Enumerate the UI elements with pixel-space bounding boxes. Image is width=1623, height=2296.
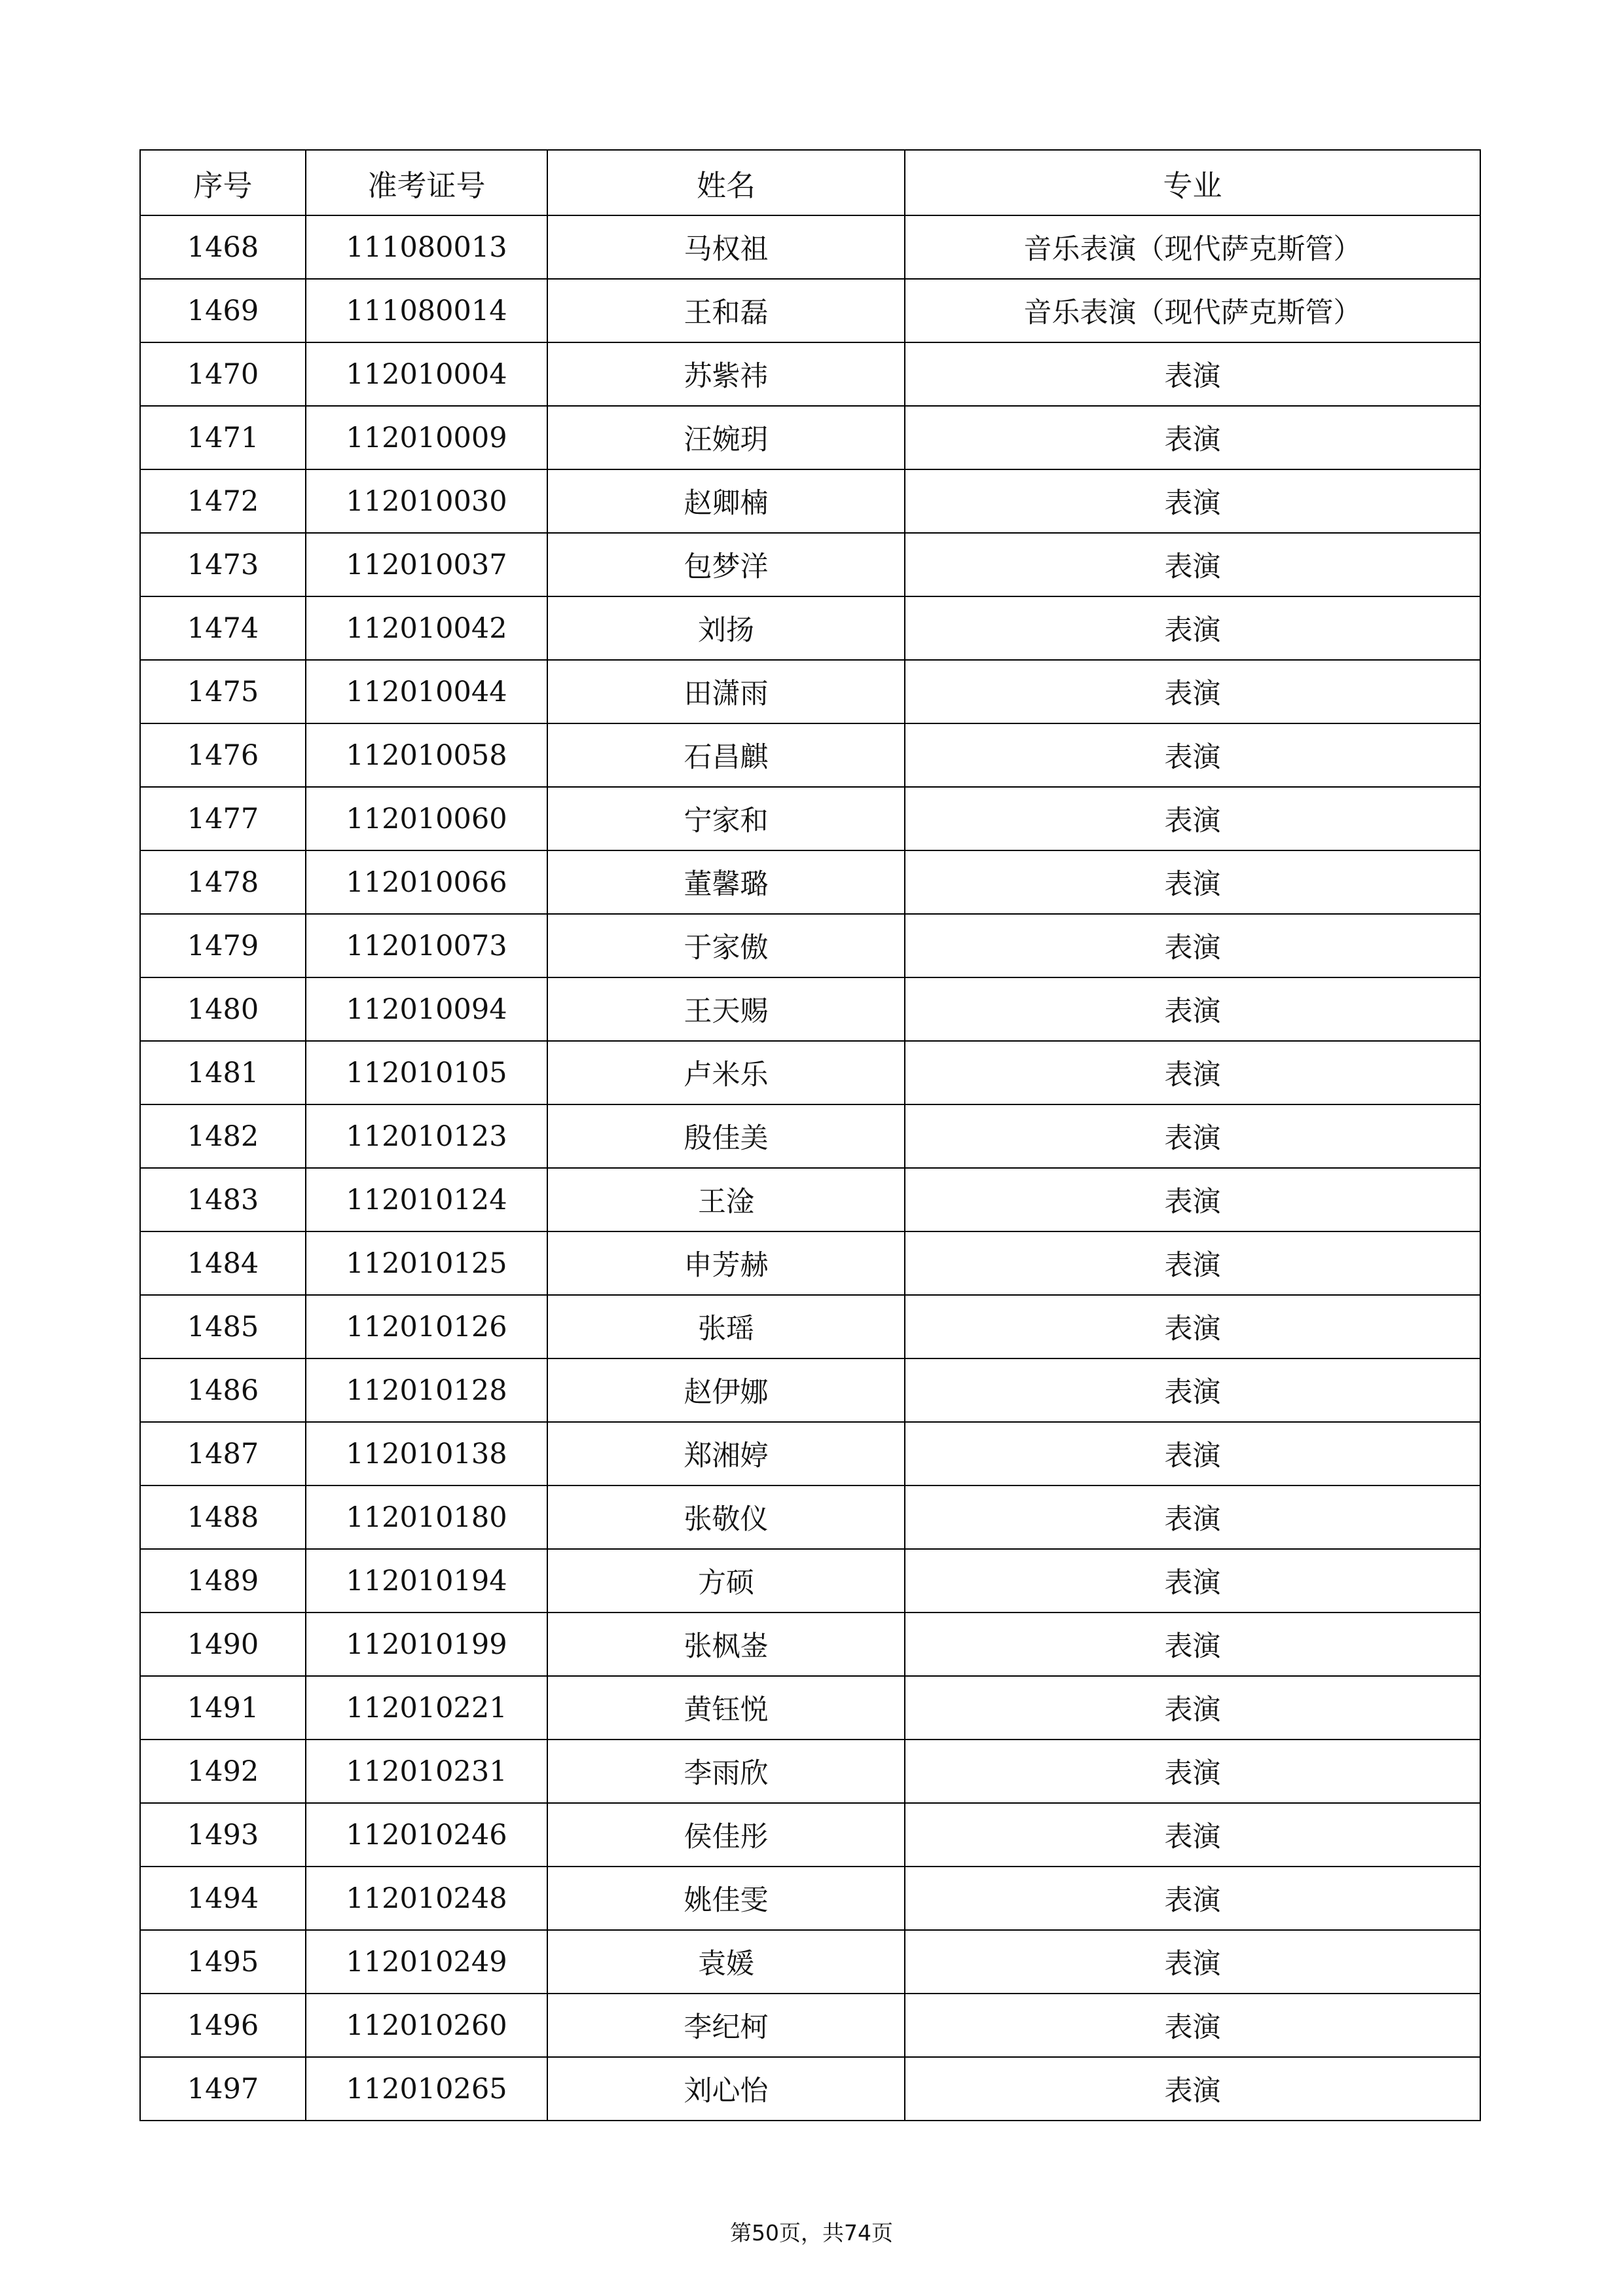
cell-major: 表演 — [905, 1994, 1480, 2057]
cell-exam-no: 112010231 — [306, 1740, 547, 1803]
cell-exam-no: 112010030 — [306, 469, 547, 533]
cell-exam-no: 112010124 — [306, 1168, 547, 1231]
cell-major: 表演 — [905, 1930, 1480, 1994]
cell-name: 申芳赫 — [547, 1231, 905, 1295]
cell-name: 张瑶 — [547, 1295, 905, 1358]
cell-exam-no: 112010221 — [306, 1676, 547, 1740]
cell-seq: 1496 — [140, 1994, 306, 2057]
table-row — [140, 1930, 1480, 1994]
cell-name: 黄钰悦 — [547, 1676, 905, 1740]
cell-name: 田潇雨 — [547, 660, 905, 723]
cell-major: 表演 — [905, 1485, 1480, 1549]
cell-seq: 1476 — [140, 723, 306, 787]
cell-seq: 1478 — [140, 850, 306, 914]
cell-name: 袁媛 — [547, 1930, 905, 1994]
cell-exam-no: 112010044 — [306, 660, 547, 723]
table-row — [140, 406, 1480, 469]
cell-exam-no: 111080013 — [306, 215, 547, 279]
cell-major: 表演 — [905, 850, 1480, 914]
cell-exam-no: 112010123 — [306, 1104, 547, 1168]
cell-name: 侯佳彤 — [547, 1803, 905, 1867]
cell-major: 表演 — [905, 2057, 1480, 2121]
cell-exam-no: 112010125 — [306, 1231, 547, 1295]
header-seq: 序号 — [140, 150, 306, 215]
table-row — [140, 723, 1480, 787]
table-row — [140, 1295, 1480, 1358]
cell-major: 表演 — [905, 406, 1480, 469]
cell-seq: 1486 — [140, 1358, 306, 1422]
table-row — [140, 279, 1480, 342]
cell-name: 董馨璐 — [547, 850, 905, 914]
cell-exam-no: 112010042 — [306, 596, 547, 660]
cell-major: 表演 — [905, 1676, 1480, 1740]
cell-name: 姚佳雯 — [547, 1867, 905, 1930]
cell-major: 表演 — [905, 1168, 1480, 1231]
cell-major: 音乐表演（现代萨克斯管） — [905, 215, 1480, 279]
cell-major: 表演 — [905, 1740, 1480, 1803]
cell-major: 表演 — [905, 787, 1480, 850]
cell-name: 苏紫祎 — [547, 342, 905, 406]
cell-seq: 1491 — [140, 1676, 306, 1740]
cell-name: 石昌麒 — [547, 723, 905, 787]
cell-exam-no: 112010128 — [306, 1358, 547, 1422]
cell-seq: 1469 — [140, 279, 306, 342]
cell-name: 赵卿楠 — [547, 469, 905, 533]
cell-seq: 1493 — [140, 1803, 306, 1867]
cell-seq: 1477 — [140, 787, 306, 850]
table-row — [140, 1168, 1480, 1231]
cell-major: 音乐表演（现代萨克斯管） — [905, 279, 1480, 342]
cell-major: 表演 — [905, 723, 1480, 787]
cell-seq: 1497 — [140, 2057, 306, 2121]
table-row — [140, 977, 1480, 1041]
cell-name: 王淦 — [547, 1168, 905, 1231]
cell-exam-no: 112010249 — [306, 1930, 547, 1994]
cell-major: 表演 — [905, 977, 1480, 1041]
table-row — [140, 1994, 1480, 2057]
cell-major: 表演 — [905, 914, 1480, 977]
cell-exam-no: 112010180 — [306, 1485, 547, 1549]
cell-major: 表演 — [905, 1231, 1480, 1295]
cell-exam-no: 112010009 — [306, 406, 547, 469]
cell-exam-no: 112010060 — [306, 787, 547, 850]
cell-exam-no: 112010138 — [306, 1422, 547, 1485]
page-footer — [0, 2216, 1623, 2247]
cell-seq: 1482 — [140, 1104, 306, 1168]
table-row — [140, 596, 1480, 660]
table-row — [140, 1676, 1480, 1740]
cell-exam-no: 112010066 — [306, 850, 547, 914]
table-row — [140, 1803, 1480, 1867]
cell-seq: 1492 — [140, 1740, 306, 1803]
cell-name: 卢米乐 — [547, 1041, 905, 1104]
cell-name: 包梦洋 — [547, 533, 905, 596]
cell-seq: 1494 — [140, 1867, 306, 1930]
cell-exam-no: 112010004 — [306, 342, 547, 406]
table-body — [140, 215, 1480, 2121]
table-row — [140, 787, 1480, 850]
cell-exam-no: 111080014 — [306, 279, 547, 342]
table-row — [140, 342, 1480, 406]
cell-seq: 1488 — [140, 1485, 306, 1549]
cell-seq: 1475 — [140, 660, 306, 723]
table-row — [140, 215, 1480, 279]
cell-seq: 1485 — [140, 1295, 306, 1358]
cell-name: 马权祖 — [547, 215, 905, 279]
cell-major: 表演 — [905, 1104, 1480, 1168]
cell-name: 刘心怡 — [547, 2057, 905, 2121]
cell-exam-no: 112010194 — [306, 1549, 547, 1613]
cell-major: 表演 — [905, 1358, 1480, 1422]
table-row — [140, 2057, 1480, 2121]
table-header-row — [140, 150, 1480, 215]
footer-page-number: 50 — [752, 2220, 779, 2246]
cell-seq: 1481 — [140, 1041, 306, 1104]
table-row — [140, 1740, 1480, 1803]
cell-name: 李纪柯 — [547, 1994, 905, 2057]
cell-name: 宁家和 — [547, 787, 905, 850]
cell-name: 王和磊 — [547, 279, 905, 342]
table-row — [140, 533, 1480, 596]
cell-seq: 1479 — [140, 914, 306, 977]
cell-major: 表演 — [905, 1422, 1480, 1485]
cell-name: 刘扬 — [547, 596, 905, 660]
footer-total-pages: 74 — [844, 2220, 871, 2246]
table-row — [140, 660, 1480, 723]
cell-seq: 1468 — [140, 215, 306, 279]
cell-name: 于家傲 — [547, 914, 905, 977]
footer-prefix: 第 — [730, 2220, 752, 2246]
cell-seq: 1474 — [140, 596, 306, 660]
cell-exam-no: 112010246 — [306, 1803, 547, 1867]
footer-suffix: 页 — [871, 2220, 893, 2246]
cell-name: 赵伊娜 — [547, 1358, 905, 1422]
cell-name: 汪婉玥 — [547, 406, 905, 469]
cell-exam-no: 112010058 — [306, 723, 547, 787]
cell-seq: 1470 — [140, 342, 306, 406]
cell-name: 王天赐 — [547, 977, 905, 1041]
table-row — [140, 914, 1480, 977]
table-row — [140, 469, 1480, 533]
cell-major: 表演 — [905, 596, 1480, 660]
cell-exam-no: 112010265 — [306, 2057, 547, 2121]
cell-seq: 1487 — [140, 1422, 306, 1485]
table-row — [140, 850, 1480, 914]
cell-exam-no: 112010037 — [306, 533, 547, 596]
cell-seq: 1472 — [140, 469, 306, 533]
cell-major: 表演 — [905, 342, 1480, 406]
cell-major: 表演 — [905, 660, 1480, 723]
table-row — [140, 1867, 1480, 1930]
cell-seq: 1480 — [140, 977, 306, 1041]
cell-name: 方硕 — [547, 1549, 905, 1613]
cell-exam-no: 112010126 — [306, 1295, 547, 1358]
cell-seq: 1484 — [140, 1231, 306, 1295]
cell-name: 郑湘婷 — [547, 1422, 905, 1485]
table-row — [140, 1613, 1480, 1676]
header-name: 姓名 — [547, 150, 905, 215]
header-major: 专业 — [905, 150, 1480, 215]
cell-major: 表演 — [905, 1295, 1480, 1358]
table-row — [140, 1104, 1480, 1168]
cell-major: 表演 — [905, 469, 1480, 533]
cell-major: 表演 — [905, 1041, 1480, 1104]
cell-exam-no: 112010248 — [306, 1867, 547, 1930]
cell-seq: 1495 — [140, 1930, 306, 1994]
table-row — [140, 1041, 1480, 1104]
cell-exam-no: 112010199 — [306, 1613, 547, 1676]
table-row — [140, 1485, 1480, 1549]
admission-list-table — [139, 149, 1481, 2121]
table-row — [140, 1549, 1480, 1613]
cell-major: 表演 — [905, 1867, 1480, 1930]
cell-major: 表演 — [905, 1803, 1480, 1867]
footer-mid: 页，共 — [779, 2220, 844, 2246]
cell-name: 殷佳美 — [547, 1104, 905, 1168]
cell-exam-no: 112010094 — [306, 977, 547, 1041]
cell-seq: 1483 — [140, 1168, 306, 1231]
cell-major: 表演 — [905, 1613, 1480, 1676]
cell-name: 李雨欣 — [547, 1740, 905, 1803]
cell-name: 张枫崟 — [547, 1613, 905, 1676]
cell-seq: 1489 — [140, 1549, 306, 1613]
cell-seq: 1473 — [140, 533, 306, 596]
table-row — [140, 1422, 1480, 1485]
cell-major: 表演 — [905, 1549, 1480, 1613]
cell-exam-no: 112010073 — [306, 914, 547, 977]
table-row — [140, 1358, 1480, 1422]
cell-seq: 1471 — [140, 406, 306, 469]
header-exam-no: 准考证号 — [306, 150, 547, 215]
cell-exam-no: 112010105 — [306, 1041, 547, 1104]
table-row — [140, 1231, 1480, 1295]
cell-major: 表演 — [905, 533, 1480, 596]
cell-seq: 1490 — [140, 1613, 306, 1676]
cell-name: 张敬仪 — [547, 1485, 905, 1549]
cell-exam-no: 112010260 — [306, 1994, 547, 2057]
